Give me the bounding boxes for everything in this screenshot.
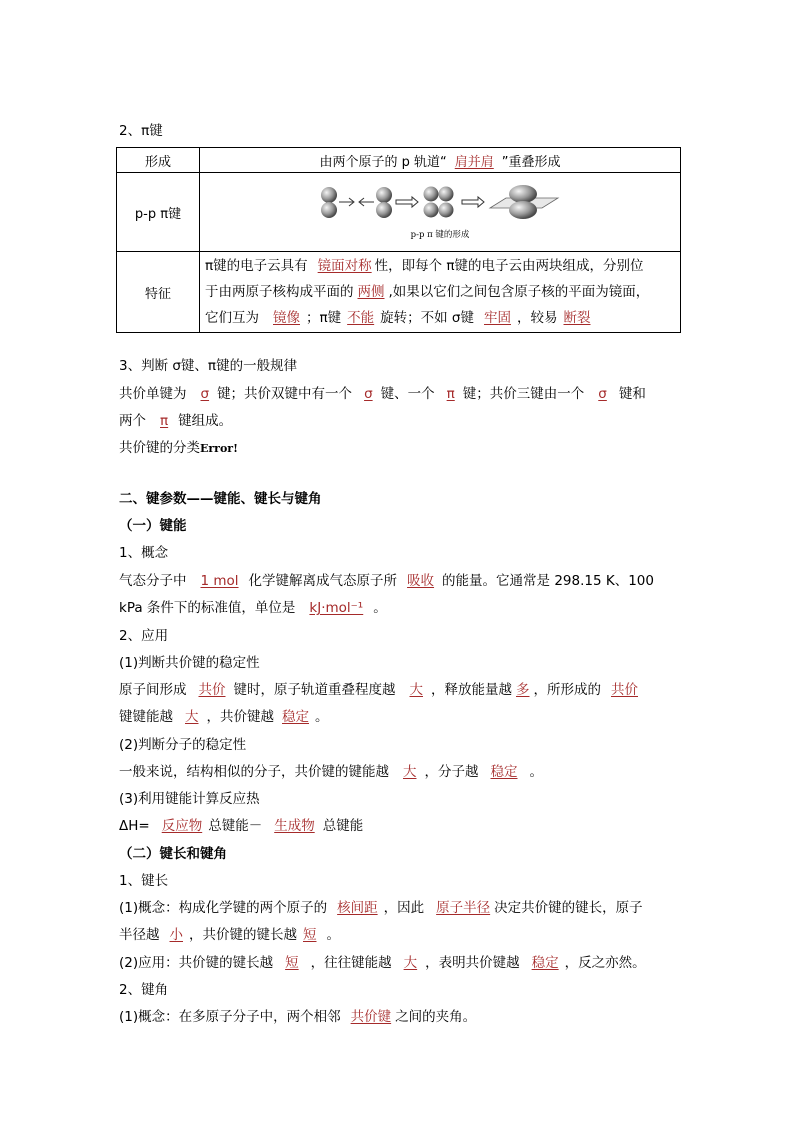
answer-blank: kJ·mol⁻¹	[309, 600, 364, 616]
error-text: Error!	[200, 442, 238, 455]
row-features-content	[200, 252, 681, 333]
feature-line-2: 于由两原子核构成平面的 两侧 ,如果以它们之间包含原子核的平面为镜面，	[205, 279, 675, 305]
rule-line-1: 共价单键为 σ 键；共价双键中有一个 σ 键、一个 π 键；共价三键由一个 σ 键和	[119, 386, 646, 402]
answer-blank: 大	[185, 709, 199, 725]
answer-blank: 镜面对称	[317, 258, 372, 274]
answer-blank: 生成物	[274, 818, 315, 834]
bond-length-line-1: (1)概念：构成化学键的两个原子的 核间距 ，因此 原子半径 决定共价键的键长，原子	[119, 900, 643, 916]
bond-length-line-2: 半径越 小 ，共价键的键长越 短 。	[119, 927, 340, 943]
answer-blank: 短	[285, 955, 299, 971]
bond-length-line-3: (2)应用：共价键的键长越 短 ，往往键能越 大 ，表明共价键越 稳定 ，反之亦然。	[119, 955, 646, 971]
answer-blank: 小	[169, 927, 183, 943]
answer-blank: σ	[364, 386, 373, 402]
answer-blank: 牢固	[484, 310, 511, 326]
answer-blank: 大	[403, 764, 417, 780]
rule-title: 3、判断 σ键、π键的一般规律	[119, 358, 298, 374]
bond-angle-title: 2、键角	[119, 982, 169, 998]
section-pi-bond-title: 2、π键	[119, 123, 163, 139]
answer-blank: 共价	[611, 682, 638, 698]
answer-blank: 短	[303, 927, 317, 943]
answer-blank: π	[160, 413, 169, 429]
application-2-line-1: 一般来说，结构相似的分子，共价键的键能越 大 ，分子越 稳定 。	[119, 764, 543, 780]
subsection-length-angle-title: （二）键长和键角	[119, 846, 227, 862]
application-2-title: (2)判断分子的稳定性	[119, 737, 247, 753]
row-features-label: 特征	[117, 252, 200, 333]
pi-bond-table	[116, 147, 681, 333]
classification-line: 共价键的分类Error!	[119, 440, 238, 456]
feature-line-1: π键的电子云具有 镜面对称 性，即每个 π键的电子云由两块组成，分别位	[205, 253, 675, 279]
answer-blank: 两侧	[357, 284, 385, 300]
answer-blank: 稳定	[490, 764, 518, 780]
answer-blank: 大	[403, 955, 418, 971]
answer-blank: 核间距	[337, 900, 378, 916]
concept-title: 1、概念	[119, 545, 169, 561]
application-title: 2、应用	[119, 628, 169, 644]
application-3-line-1: ΔH= 反应物 总键能－ 生成物 总键能	[119, 818, 364, 834]
section-2-title: 二、键参数——键能、键长与键角	[119, 491, 322, 507]
feature-line-3: 它们互为 镜像 ；π键 不能 旋转；不如 σ键 牢固 ，较易 断裂	[205, 305, 675, 331]
answer-blank: 稳定	[282, 709, 309, 725]
rule-line-2: 两个 π 键组成。	[119, 413, 233, 429]
concept-line-2: kPa 条件下的标准值，单位是 kJ·mol⁻¹ 。	[119, 600, 387, 616]
application-1-title: (1)判断共价键的稳定性	[119, 655, 260, 671]
bond-length-title: 1、键长	[119, 873, 169, 889]
answer-blank: π	[446, 386, 455, 402]
answer-blank: 断裂	[563, 310, 591, 326]
concept-line-1: 气态分子中 1 mol 化学键解离成气态原子所 吸收 的能量。它通常是 298.15 K、100	[119, 573, 654, 589]
bond-angle-line-1: (1)概念：在多原子分子中，两个相邻 共价键 之间的夹角。	[119, 1009, 477, 1025]
subsection-bond-energy-title: （一）键能	[119, 518, 187, 534]
answer-blank: 稳定	[531, 955, 559, 971]
application-1-line-1: 原子间形成 共价 键时，原子轨道重叠程度越 大 ，释放能量越 多 ，所形成的 共价	[119, 680, 642, 700]
answer-blank: 共价键	[350, 1009, 392, 1025]
row-formation-label: 形成	[117, 148, 200, 173]
answer-blank: 镜像	[273, 310, 300, 326]
answer-blank: 吸收	[407, 573, 435, 589]
row-pp-pi-figure	[200, 173, 681, 252]
figure-caption: p-p π 键的形成	[410, 230, 470, 240]
answer-blank: 大	[409, 682, 423, 698]
answer-blank: 肩并肩	[454, 154, 494, 170]
application-1-line-2: 键键能越 大 ，共价键越 稳定 。	[119, 709, 329, 725]
answer-blank: 多	[516, 682, 530, 698]
row-pp-pi-label: p-p π键	[117, 173, 200, 252]
answer-blank: 共价	[198, 682, 226, 698]
pp-pi-orbital-diagram	[320, 184, 560, 220]
answer-blank: 不能	[347, 310, 375, 326]
row-formation-content: 由两个原子的 p 轨道“ 肩并肩 ”重叠形成	[200, 148, 681, 173]
answer-blank: 1 mol	[200, 573, 239, 589]
application-3-title: (3)利用键能计算反应热	[119, 791, 260, 807]
answer-blank: σ	[200, 386, 210, 402]
answer-blank: 反应物	[161, 818, 203, 834]
answer-blank: 原子半径	[436, 900, 491, 916]
answer-blank: σ	[598, 386, 607, 402]
